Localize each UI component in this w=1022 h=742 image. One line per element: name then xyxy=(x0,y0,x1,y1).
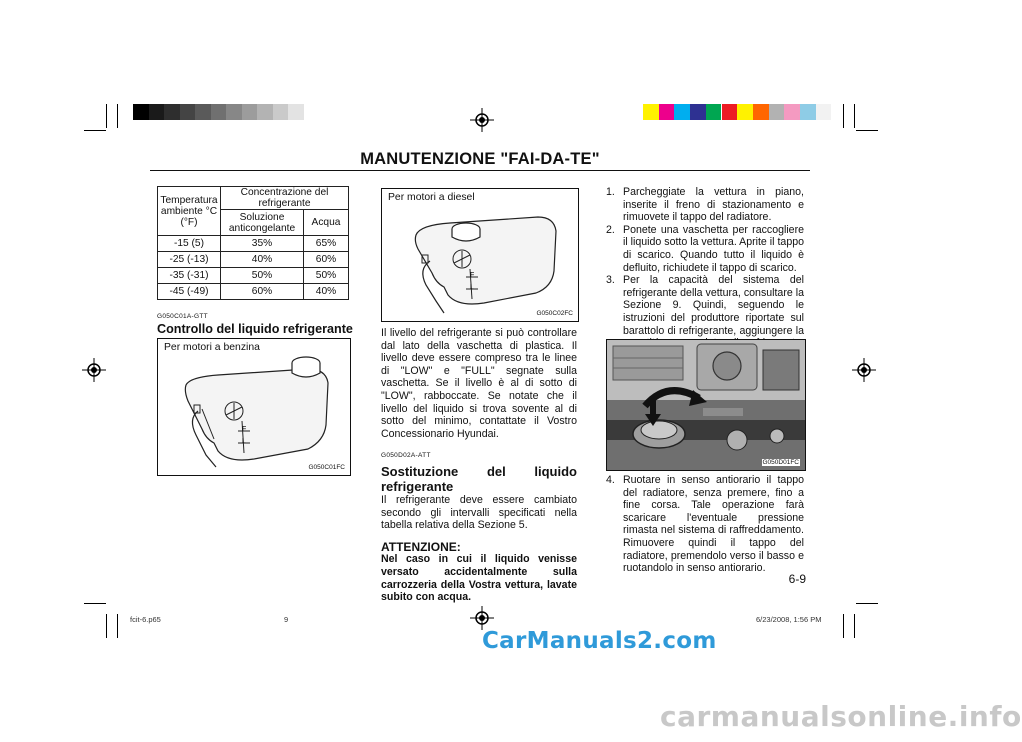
gray-swatch xyxy=(195,104,211,120)
figure-code: G050C02FC xyxy=(536,310,573,317)
full-mark: F xyxy=(470,272,475,279)
table-row xyxy=(158,268,349,284)
gray-swatch xyxy=(226,104,242,120)
crop-mark xyxy=(84,130,106,131)
step-number: 4. xyxy=(606,474,615,486)
table-cell: -45 (-49) xyxy=(158,284,221,300)
color-swatch xyxy=(816,104,832,120)
gray-swatch xyxy=(242,104,258,120)
figure-reservoir-petrol xyxy=(157,338,351,476)
gray-swatch xyxy=(211,104,227,120)
figure-label: Per motori a benzina xyxy=(164,342,260,353)
step-text: Ponete una vaschetta per raccogliere il liquido sotto la vettura. Aprite il tappo di scarico. Quando tutto il liquido è defluito, richiudete il tappo di scarico. xyxy=(623,223,804,274)
table-row xyxy=(158,252,349,268)
footer-filename: fcit-6.p65 xyxy=(130,615,161,624)
crop-mark xyxy=(854,614,855,638)
full-mark: F xyxy=(242,426,247,433)
registration-target-icon xyxy=(852,358,876,382)
section-heading: Sostituzione del liquido refrigerante xyxy=(381,463,577,494)
table-cell: 40% xyxy=(221,252,304,268)
color-swatch xyxy=(753,104,769,120)
figure-label: Per motori a diesel xyxy=(388,192,475,203)
section-code: G050C01A-GTT xyxy=(157,313,208,320)
color-swatch xyxy=(800,104,816,120)
step-text: Ruotare in senso antiorario il tappo del radiatore, senza premere, fino a fine corsa. Tale operazione farà scaricare l'eventuale pressione rimasta nel sistema di raffreddamento. Rimuovere quindi il tappo del radiatore, premendolo verso il basso e ruotandolo in senso antiorario. xyxy=(623,474,804,575)
crop-mark xyxy=(843,104,844,128)
list-item xyxy=(606,224,804,274)
color-swatch xyxy=(784,104,800,120)
color-swatch xyxy=(706,104,722,120)
figure-code: G050D01FC xyxy=(762,459,799,466)
table-cell: 60% xyxy=(221,284,304,300)
coolant-reservoir-illustration xyxy=(382,189,578,321)
step-4 xyxy=(606,474,804,575)
middle-column xyxy=(381,327,577,604)
list-item xyxy=(606,186,804,224)
table-cell: -35 (-31) xyxy=(158,268,221,284)
table-cell: 50% xyxy=(304,268,349,284)
crop-mark xyxy=(856,130,878,131)
registration-target-icon xyxy=(470,606,494,630)
table-header-temperature: Temperatura ambiente °C (°F) xyxy=(158,187,221,236)
watermark-carmanuals[interactable]: CarManuals2.com xyxy=(482,628,717,654)
table-header-solution: Soluzione anticongelante xyxy=(221,210,304,236)
gray-swatch xyxy=(257,104,273,120)
color-swatch xyxy=(659,104,675,120)
warning-text: Nel caso in cui il liquido venisse versato accidentalmente sulla carrozzeria della Vostra vettura, lavate subito con acqua. xyxy=(381,553,577,604)
table-header-concentration: Concentrazione del refrigerante xyxy=(221,187,349,210)
gray-swatch xyxy=(164,104,180,120)
footer-page: 9 xyxy=(284,615,289,624)
page-number: 6-9 xyxy=(788,572,806,586)
list-item xyxy=(606,474,804,575)
warning-title: ATTENZIONE: xyxy=(381,539,461,554)
gray-swatch xyxy=(273,104,289,120)
section-code: G050D02A-ATT xyxy=(381,452,431,460)
table-cell: 35% xyxy=(221,236,304,252)
crop-mark xyxy=(854,104,855,128)
crop-mark xyxy=(843,614,844,638)
step-text: Parcheggiate la vettura in piano, inserite il freno di stazionamento e rimuovete il tappo del radiatore. xyxy=(623,186,804,224)
figure-radiator-cap-photo xyxy=(606,339,806,471)
step-number: 3. xyxy=(606,274,615,287)
gray-swatch xyxy=(133,104,149,120)
coolant-concentration-table xyxy=(157,186,349,300)
steps-list xyxy=(606,474,804,575)
color-swatch xyxy=(737,104,753,120)
crop-mark xyxy=(856,603,878,604)
step-number: 1. xyxy=(606,186,615,198)
watermark-carmanualsonline[interactable]: carmanualsonline.info xyxy=(660,700,1022,733)
table-header-water: Acqua xyxy=(304,210,349,236)
figure-reservoir-diesel xyxy=(381,188,579,322)
crop-mark xyxy=(106,104,107,128)
low-mark: L xyxy=(242,438,246,445)
gray-swatch xyxy=(149,104,165,120)
table-row xyxy=(158,236,349,252)
color-swatch xyxy=(690,104,706,120)
engine-bay-illustration xyxy=(607,340,805,470)
color-swatch xyxy=(674,104,690,120)
table-cell: 50% xyxy=(221,268,304,284)
coolant-check-paragraph: Il livello del refrigerante si può controllare dal lato della vaschetta di plastica. Il livello deve essere compreso tra le linee di "LOW" e "FULL" segnate sulla vaschetta. Se il livello è al di sotto di "LOW", rabboccate. Se notate che il livello del liquido si trova sovente al di sotto del minimo, contattate il Vostro Concessionario Hyundai. xyxy=(381,327,577,440)
table-cell: 60% xyxy=(304,252,349,268)
page-title: MANUTENZIONE "FAI-DA-TE" xyxy=(360,150,600,168)
crop-mark xyxy=(117,614,118,638)
color-swatch xyxy=(643,104,659,120)
color-swatch xyxy=(722,104,738,120)
crop-mark xyxy=(106,614,107,638)
gray-swatch xyxy=(180,104,196,120)
gray-swatch xyxy=(288,104,304,120)
table-cell: 40% xyxy=(304,284,349,300)
table-row xyxy=(158,284,349,300)
footer-date: 6/23/2008, 1:56 PM xyxy=(756,615,822,624)
step-number: 2. xyxy=(606,223,615,236)
title-rule xyxy=(150,170,810,171)
crop-mark xyxy=(117,104,118,128)
crop-mark xyxy=(84,603,106,604)
figure-code: G050C01FC xyxy=(308,464,345,471)
registration-target-icon xyxy=(470,108,494,132)
right-column xyxy=(606,186,804,362)
registration-target-icon xyxy=(82,358,106,382)
table-cell: 65% xyxy=(304,236,349,252)
coolant-reservoir-illustration xyxy=(158,339,350,475)
color-swatch xyxy=(769,104,785,120)
step-text: Per la capacità del sistema del refrigerante della vettura, consultare la Sezione 9. Quindi, seguendo le istruzioni del produttore riportate sul barattolo di refrigerante, aggiungere la xyxy=(623,274,804,337)
coolant-replace-paragraph: Il refrigerante deve essere cambiato secondo gli intervalli specificati nella tabella relativa della Sezione 5. xyxy=(381,493,577,532)
low-mark: L xyxy=(470,284,474,291)
steps-list xyxy=(606,186,804,362)
table-cell: -25 (-13) xyxy=(158,252,221,268)
section-heading: Controllo del liquido refrigerante xyxy=(157,322,353,336)
table-cell: -15 (5) xyxy=(158,236,221,252)
